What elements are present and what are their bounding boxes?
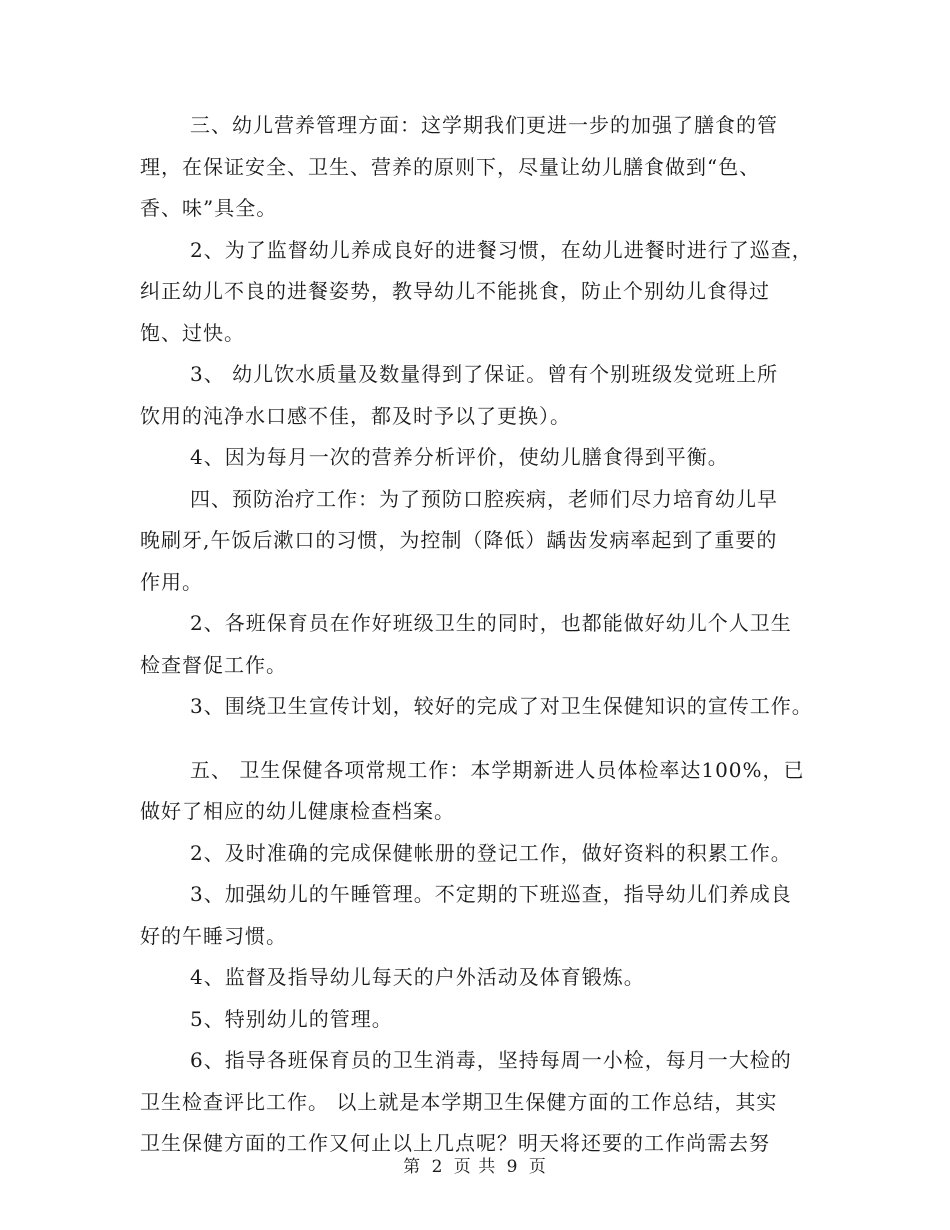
paragraph-line: 2、各班保育员在作好班级卫生的同时，也都能做好幼儿个人卫生	[190, 611, 792, 635]
paragraph-line: 做好了相应的幼儿健康检查档案。	[140, 799, 455, 823]
paragraph-line: 好的午睡习惯。	[140, 923, 287, 948]
paragraph-line: 理，在保证安全、卫生、营养的原则下，尽量让幼儿膳食做到“色、	[140, 154, 761, 179]
paragraph-line: 三、幼儿营养管理方面：这学期我们更进一步的加强了膳食的管	[190, 113, 778, 137]
current-page-number: 2	[431, 1157, 444, 1177]
page-label-suffix: 页	[528, 1157, 547, 1177]
paragraph-line: 卫生检查评比工作。 以上就是本学期卫生保健方面的工作总结，其实	[140, 1089, 778, 1114]
paragraph-line: 4、因为每月一次的营养分析评价，使幼儿膳食得到平衡。	[190, 445, 729, 469]
paragraph-gap	[140, 728, 820, 750]
paragraph-line: 4、监督及指导幼儿每天的户外活动及体育锻炼。	[190, 965, 645, 989]
page-label-mid: 页 共	[453, 1157, 497, 1177]
paragraph-line: 2、为了监督幼儿养成良好的进餐习惯，在幼儿进餐时进行了巡查，	[190, 237, 813, 262]
paragraph-line: 2、及时准确的完成保健帐册的登记工作，做好资料的积累工作。	[190, 840, 792, 865]
page-footer	[0, 1152, 950, 1177]
page-label-prefix: 第	[403, 1157, 422, 1177]
paragraph-line: 3、 幼儿饮水质量及数量得到了保证。曾有个别班级发觉班上所	[190, 362, 779, 386]
paragraph-line: 卫生保健方面的工作又何止以上几点呢？明天将还要的工作尚需去努	[140, 1131, 770, 1155]
paragraph-line: 纠正幼儿不良的进餐姿势，教导幼儿不能挑食，防止个别幼儿食得过	[140, 279, 770, 303]
paragraph-line: 晚刷牙,午饭后漱口的习惯，为控制（降低）龋齿发病率起到了重要的	[140, 528, 778, 552]
document-body	[140, 105, 820, 1165]
paragraph-line: 6、指导各班保育员的卫生消毒，坚持每周一小检，每月一大检的	[190, 1048, 792, 1072]
paragraph-line: 3、加强幼儿的午睡管理。不定期的下班巡查，指导幼儿们养成良	[190, 882, 792, 906]
paragraph-line: 检查督促工作。	[140, 652, 287, 677]
paragraph-line: 饱、过快。	[140, 320, 245, 345]
paragraph-line: 五、 卫生保健各项常规工作：本学期新进人员体检率达100%，已	[190, 757, 805, 782]
paragraph-line: 香、味”具全。	[140, 196, 278, 220]
paragraph-line: 四、预防治疗工作：为了预防口腔疾病，老师们尽力培育幼儿早	[190, 486, 778, 511]
paragraph-line: 饮用的沌净水口感不佳，都及时予以了更换）。	[140, 403, 571, 428]
paragraph-line: 5、特别幼儿的管理。	[190, 1006, 393, 1031]
paragraph-line: 作用。	[140, 569, 203, 594]
total-pages-number: 9	[506, 1157, 519, 1177]
paragraph-line: 3、围绕卫生宣传计划，较好的完成了对卫生保健知识的宣传工作。	[190, 694, 813, 718]
